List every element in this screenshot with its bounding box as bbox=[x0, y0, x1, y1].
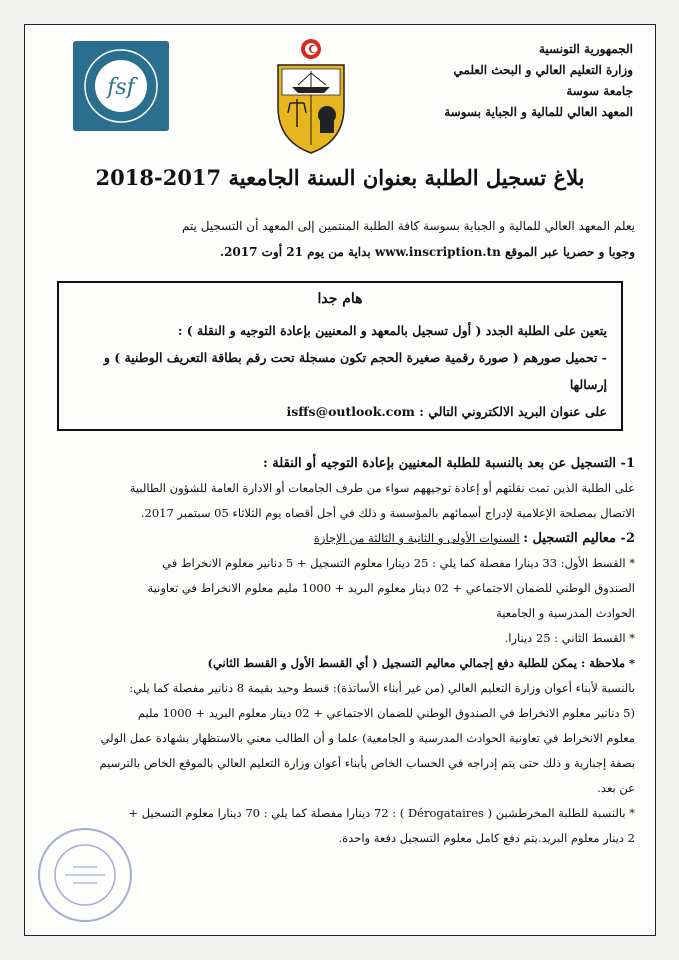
svg-text:fsf: fsf bbox=[107, 75, 135, 100]
section2-line-4: * القسط الثاني : 25 دينارا. bbox=[504, 631, 635, 645]
institute-stamp bbox=[35, 825, 135, 925]
section2-line-3: الحوادث المدرسية و الجامعية bbox=[496, 606, 635, 620]
section1-heading: 1- التسجيل عن بعد بالنسبة للطلبة المعنيين بإعادة التوجيه أو النقلة : bbox=[262, 456, 635, 471]
header-republic: الجمهورية التونسية bbox=[538, 42, 633, 56]
section1-line-1: على الطلبة الذين تمت نقلتهم أو إعادة توجيههم سواء من طرف الجامعات أو الادارة العامة للشؤون الطالبية bbox=[129, 481, 635, 495]
section2-subheading: السنوات الأولى و الثانية و الثالثة من الإجازة bbox=[313, 531, 520, 545]
section2-line-6: بالنسبة لأبناء أعوان وزارة التعليم العالي (من غير أبناء الأساتذة): قسط وحيد بقيمة 8 دنانير مفصلة كما يلي: bbox=[129, 681, 635, 695]
intro-paragraph bbox=[45, 213, 635, 265]
section2-line-9: بصفة إجبارية و ذلك حتى يتم إدراجه في الحساب الخاص بأبناء أعوان وزارة التعليم العالي بالموقع الخاص بالترسيم bbox=[99, 756, 635, 770]
section2-line-10: عن بعد. bbox=[597, 781, 635, 795]
document-body bbox=[45, 451, 635, 851]
important-line-3: على عنوان البريد الالكتروني التالي : isffs@outlook.com bbox=[286, 404, 607, 419]
intro-line-1: يعلم المعهد العالي للمالية و الجباية بسوسة كافة الطلبة المنتمين إلى المعهد أن التسجيل يتم bbox=[181, 219, 635, 233]
section2-line-2: الصندوق الوطني للضمان الاجتماعي + 02 دينار معلوم البريد + 1000 مليم معلوم الانخراط في تعاونية bbox=[147, 581, 635, 595]
section2-line-7: (5 دنانير معلوم الانخراط في الصندوق الوطني للضمان الاجتماعي + 02 دينار معلوم البريد + 1000 مليم bbox=[137, 706, 635, 720]
section2-line-8: معلوم الانخراط في تعاونية الحوادث المدرسية و الجامعية) علما و أن الطالب معني بالاستظهار بشهادة عمل الولي bbox=[100, 731, 635, 745]
page-title: بلاغ تسجيل الطلبة بعنوان السنة الجامعية 2017-2018 bbox=[95, 165, 585, 190]
section2-line-1: * القسط الأول: 33 دينارا مفصلة كما يلي : 25 دينارا معلوم التسجيل + 5 دنانير معلوم الانخراط في bbox=[162, 556, 635, 570]
coat-of-arms-icon bbox=[270, 37, 352, 155]
stamp-icon bbox=[35, 825, 135, 925]
section2-line-11: * بالنسبة للطلبة المخرطشين ( Dérogataires ) : 72 دينارا مفصلة كما يلي : 70 دينارا معلوم التسجيل + bbox=[128, 806, 635, 820]
section1-line-2: الاتصال بمصلحة الإعلامية لإدراج أسمائهم بالمؤسسة و ذلك في أجل أقصاه يوم الثلاثاء 05 سبتمبر 2017. bbox=[140, 506, 635, 520]
header-university: جامعة سوسة bbox=[566, 84, 633, 98]
institute-logo bbox=[73, 41, 169, 131]
tunisia-coat-of-arms bbox=[270, 37, 352, 155]
important-line-1: يتعين على الطلبة الجدد ( أول تسجيل بالمعهد و المعنيين بإعادة التوجيه و النقلة ) : bbox=[177, 323, 607, 338]
intro-line-2: وجوبا و حصريا عبر الموقع www.inscription.tn بداية من يوم 21 أوت 2017. bbox=[219, 245, 635, 259]
important-title: هام جدا bbox=[317, 291, 363, 307]
document-page bbox=[24, 24, 656, 936]
section2-note: * ملاحظة : يمكن للطلبة دفع إجمالي معاليم التسجيل ( أي القسط الأول و القسط الثاني) bbox=[207, 656, 635, 670]
header-institute: المعهد العالي للمالية و الجباية بسوسة bbox=[444, 105, 633, 119]
institute-logo-icon bbox=[73, 41, 169, 131]
section2-line-12: 2 دينار معلوم البريد.يتم دفع كامل معلوم التسجيل دفعة واحدة. bbox=[338, 831, 635, 845]
official-header bbox=[403, 39, 633, 123]
important-line-2: - تحميل صورهم ( صورة رقمية صغيرة الحجم تكون مسجلة تحت رقم بطاقة التعريف الوطنية ) و إرسالها bbox=[103, 350, 607, 392]
important-notice-box bbox=[57, 281, 623, 431]
header-ministry: وزارة التعليم العالي و البحث العلمي bbox=[453, 63, 633, 77]
section2-heading: 2- معاليم التسجيل : bbox=[523, 531, 635, 546]
